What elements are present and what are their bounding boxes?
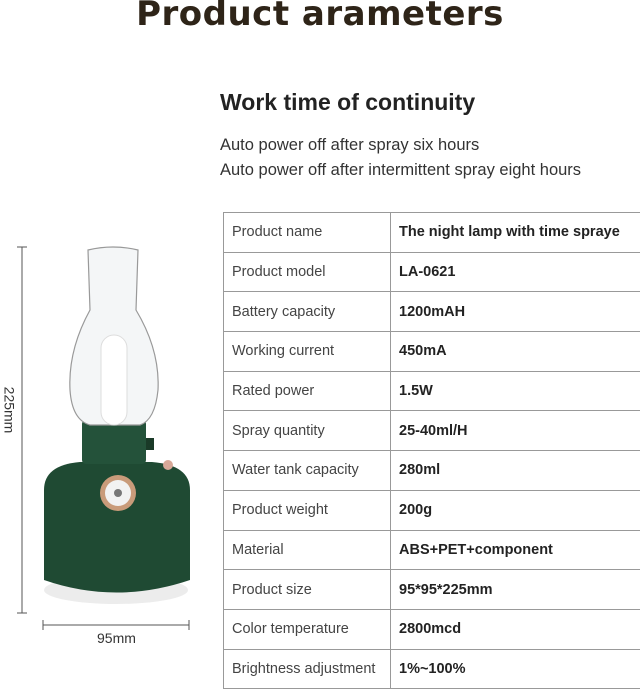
- spec-value: 1200mAH: [391, 292, 640, 332]
- spec-line: Auto power off after spray six hours: [220, 136, 479, 155]
- section-heading: Work time of continuity: [220, 89, 475, 116]
- table-row: [224, 451, 640, 491]
- spec-label: Product size: [224, 570, 391, 610]
- spec-label: Spray quantity: [224, 411, 391, 451]
- spec-label: Working current: [224, 332, 391, 372]
- spec-value: ABS+PET+component: [391, 530, 640, 570]
- spec-value: 95*95*225mm: [391, 570, 640, 610]
- spec-value: 200g: [391, 490, 640, 530]
- spec-value: The night lamp with time spraye: [391, 213, 640, 253]
- spec-table: [223, 212, 640, 689]
- table-row: [224, 411, 640, 451]
- table-row: [224, 371, 640, 411]
- height-label: 225mm: [1, 387, 17, 434]
- spray-nozzle-icon: [114, 489, 122, 497]
- spec-label: Product name: [224, 213, 391, 253]
- spec-value: 1.5W: [391, 371, 640, 411]
- spec-value: LA-0621: [391, 252, 640, 292]
- spec-value: 2800mcd: [391, 609, 640, 649]
- spec-label: Battery capacity: [224, 292, 391, 332]
- table-row: [224, 530, 640, 570]
- table-row: [224, 490, 640, 530]
- table-row: [224, 609, 640, 649]
- spec-label: Water tank capacity: [224, 451, 391, 491]
- spec-label: Brightness adjustment: [224, 649, 391, 689]
- spec-value: 280ml: [391, 451, 640, 491]
- spec-value: 1%~100%: [391, 649, 640, 689]
- spec-label: Color temperature: [224, 609, 391, 649]
- knob-icon: [163, 460, 173, 470]
- spec-value: 25-40ml/H: [391, 411, 640, 451]
- table-row: [224, 252, 640, 292]
- spec-label: Product model: [224, 252, 391, 292]
- spec-label: Material: [224, 530, 391, 570]
- spec-label: Rated power: [224, 371, 391, 411]
- table-row: [224, 213, 640, 253]
- table-row: [224, 570, 640, 610]
- lamp-neck: [82, 420, 146, 464]
- light-tube: [101, 335, 127, 425]
- spec-label: Product weight: [224, 490, 391, 530]
- page-title: Product arameters: [0, 0, 640, 34]
- spec-value: 450mA: [391, 332, 640, 372]
- table-row: [224, 292, 640, 332]
- spec-line: Auto power off after intermittent spray eight hours: [220, 161, 581, 180]
- width-label: 95mm: [97, 630, 136, 646]
- table-row: [224, 332, 640, 372]
- lamp-image: [0, 240, 200, 640]
